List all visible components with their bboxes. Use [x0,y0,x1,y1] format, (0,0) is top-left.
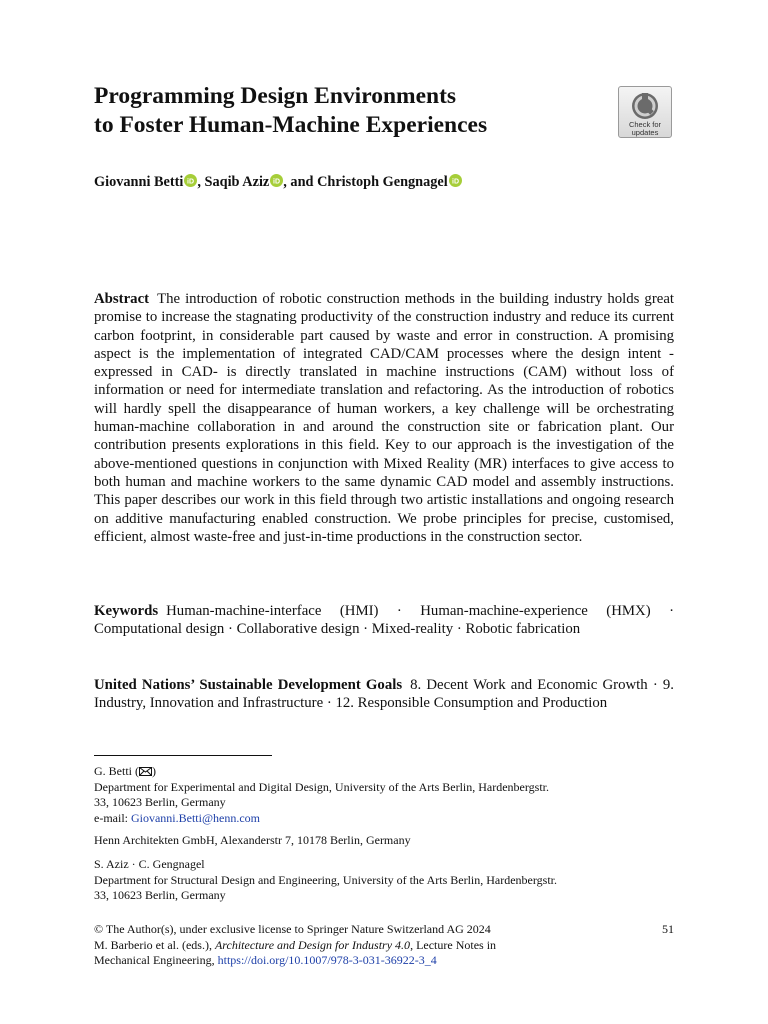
check-badge-text: Check for [628,120,662,129]
doi-link[interactable]: https://doi.org/10.1007/978-3-031-36922-3_4 [217,953,437,968]
orcid-icon[interactable] [184,174,197,187]
keywords-label: Keywords [94,603,159,619]
title-line: to Foster Human-Machine Experiences [94,112,488,138]
orcid-icon[interactable] [449,174,462,187]
check-badge-text: updates [631,128,659,137]
abstract-label: Abstract [94,291,150,307]
affiliation-line: Department for Experimental and Digital Design, University of the Arts Berlin, Hardenbergstr. [94,779,549,794]
paper-page [94,0,674,1024]
affiliation-line: 33, 10623 Berlin, Germany [94,795,226,810]
sdg-label: United Nations’ Sustainable Development Goals [94,677,403,693]
author-separator: , [197,174,205,190]
footnote-divider [94,755,272,756]
keywords [94,602,674,639]
author-short-names: S. Aziz · C. Gengnagel [94,857,205,871]
author-name: Christoph Gengnagel [317,174,448,190]
citation-text: , Lecture Notes in [410,937,497,952]
svg-text:iD: iD [451,178,459,186]
sustainable-development-goals [94,676,674,713]
svg-text:iD: iD [187,178,195,186]
copyright-line: © The Author(s), under exclusive license to Springer Nature Switzerland AG 2024 [94,922,491,936]
abstract [94,290,674,546]
email-label: e-mail: [94,811,131,826]
citation-text: Mechanical Engineering, [94,953,218,968]
affiliation-aziz-gengnagel [94,857,674,904]
author-short-name-end: ) [152,764,156,778]
check-for-updates-icon [630,91,660,121]
affiliation-henn [94,833,674,849]
author-list [94,172,462,192]
author-name: Saqib Aziz [204,174,270,190]
book-title: Architecture and Design for Industry 4.0 [214,937,411,952]
check-for-updates-button[interactable] [618,86,672,138]
page-number: 51 [662,922,674,936]
affiliation-line: Department for Structural Design and Engineering, University of the Arts Berlin, Hardenbergstr. [94,872,557,887]
email-link[interactable]: Giovanni.Betti@henn.com [130,811,261,826]
affiliation-betti [94,764,674,827]
title-line: Programming Design Environments [94,83,457,109]
paper-title [94,82,594,140]
orcid-icon[interactable] [270,174,283,187]
keywords-text: Human-machine-interface (HMI) · Human-machine-experience (HMX) · Computational design · Collaborative design · Mixed-reality · Robotic fabrication [94,603,674,638]
affiliation-line: Henn Architekten GmbH, Alexanderstr 7, 10178 Berlin, Germany [94,833,411,847]
affiliation-line: 33, 10623 Berlin, Germany [94,888,226,903]
envelope-icon [139,767,152,776]
author-separator: , and [283,174,318,190]
citation-text: M. Barberio et al. (eds.), [94,937,215,952]
svg-text:iD: iD [273,178,281,186]
author-name: Giovanni Betti [94,174,184,190]
abstract-text: The introduction of robotic construction methods in the building industry holds great promise to increase the stagnating productivity of the construction industry and reduce its current carbon footprint, in considerable part caused by waste and error in construction. A promising aspect is the implementation of integrated CAD/CAM processes where the design intent -expressed in CAD- is directly translated in machine instructions (CAM) without loss of information or need for intermediate translation and refactoring. As the introduction of robotics will hardly spell the disappearance of human workers, a key challenge will be orchestrating human-machine collaboration in and around the construction site or fabrication plant. Our contribution presents explorations in this field. Key to our approach is the investigation of the above-mentioned questions in conjunction with Mixed Reality (MR) interfaces to give access to both human and machine workers to the same dynamic CAD model and assembly instructions. This paper describes our work in this field through two artistic installations and ongoing research on additive manufacturing enabled construction. We probe principles for precise, customised, efficient, almost waste-free and just-in-time productions in the construction sector. [94,291,674,545]
author-short-name: G. Betti ( [94,764,139,778]
sdg-text: 8. Decent Work and Economic Growth · 9. Industry, Innovation and Infrastructure · 12. Responsible Consumption and Production [94,677,674,712]
copyright-footer [94,922,674,969]
